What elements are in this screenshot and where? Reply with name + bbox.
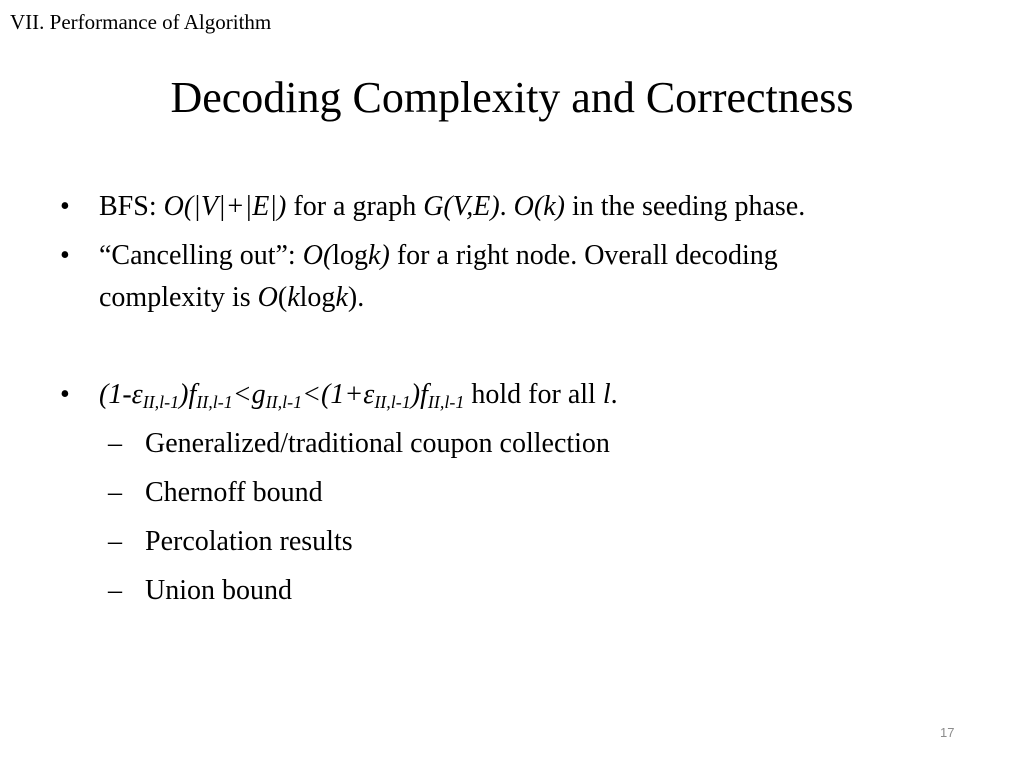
math-text: O(k): [513, 191, 565, 222]
bullet-text: for a graph: [286, 191, 424, 222]
math-text: <(1+ε: [302, 379, 375, 410]
subscript-text: II,l-1: [265, 392, 303, 412]
math-text: k: [287, 282, 300, 313]
section-label: VII. Performance of Algorithm: [10, 10, 272, 34]
bullet-bounds: [60, 374, 618, 416]
bullet-bfs: [60, 186, 806, 228]
bullet-line: [99, 374, 618, 416]
bullet-line: [99, 235, 778, 277]
bullet-line: [99, 186, 805, 228]
bullet-text: (: [277, 282, 288, 313]
bullet-line: [99, 277, 778, 319]
math-text: <g: [232, 379, 266, 410]
bullet-text: .: [610, 379, 618, 410]
bullet-text: hold for all: [464, 379, 603, 410]
sub-bullet-marker: –: [108, 428, 122, 459]
sub-bullet-chernoff: [108, 473, 323, 513]
bullet-text: ).: [347, 282, 365, 313]
math-text: (1-ε: [99, 379, 143, 410]
subscript-text: II,l-1: [374, 392, 411, 412]
math-text: k): [368, 240, 390, 271]
sub-bullet-marker: –: [108, 477, 122, 508]
bullet-text: “Cancelling out”:: [99, 240, 303, 271]
sub-bullet-percolation: [108, 522, 353, 562]
math-text: )f: [179, 379, 197, 410]
bullet-marker: •: [60, 191, 70, 222]
sub-bullet-marker: –: [108, 526, 122, 557]
sub-bullet-marker: –: [108, 575, 122, 606]
math-text: O(: [302, 240, 333, 271]
subscript-text: II,l-1: [196, 392, 233, 412]
sub-bullet-union-bound: [108, 571, 292, 611]
bullet-text: in the seeding phase.: [564, 191, 806, 222]
page-number: 17: [940, 725, 955, 740]
subscript-text: II,l-1: [142, 392, 180, 412]
sub-bullet-text: Union bound: [145, 575, 292, 606]
bullet-text: .: [499, 191, 514, 222]
bullet-cancelling-out: [60, 235, 778, 319]
bullet-text: BFS:: [99, 191, 164, 222]
sub-bullet-text: Chernoff bound: [145, 477, 323, 508]
subscript-text: II,l-1: [427, 392, 465, 412]
slide-title: Decoding Complexity and Correctness: [170, 73, 854, 122]
math-text: O(|V|+|E|): [163, 191, 287, 222]
bullet-text: log: [332, 240, 369, 271]
bullet-text: log: [299, 282, 336, 313]
bullet-marker: •: [60, 379, 70, 410]
bullet-marker: •: [60, 240, 70, 271]
sub-bullet-text: Percolation results: [145, 526, 353, 557]
math-text: O: [257, 282, 278, 313]
math-text: k: [335, 282, 348, 313]
math-text: G(V,E): [423, 191, 500, 222]
math-text: )f: [410, 379, 428, 410]
sub-bullet-coupon-collection: [108, 424, 610, 464]
bullet-text: complexity is: [99, 282, 258, 313]
sub-bullet-text: Generalized/traditional coupon collection: [145, 428, 610, 459]
math-text: l: [602, 379, 611, 410]
bullet-text: for a right node. Overall decoding: [389, 240, 778, 271]
